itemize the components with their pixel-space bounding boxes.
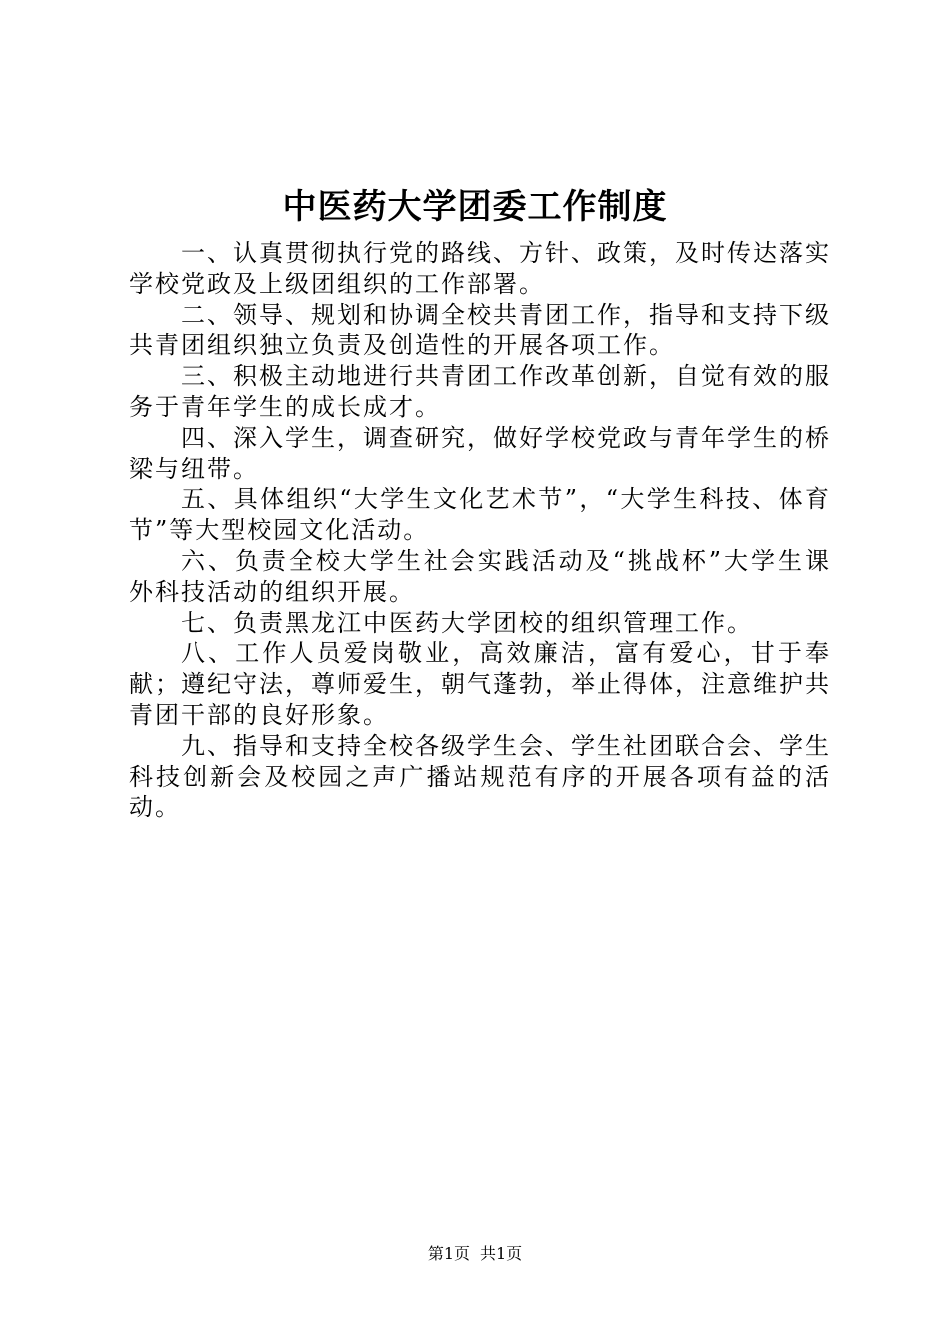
clause-4: 四、深入学生，调查研究，做好学校党政与青年学生的桥梁与纽带。	[129, 423, 831, 483]
document-body	[129, 238, 831, 823]
clause-9: 九、指导和支持全校各级学生会、学生社团联合会、学生科技创新会及校园之声广播站规范有序的开展各项有益的活动。	[129, 731, 831, 822]
clause-2: 二、领导、规划和协调全校共青团工作，指导和支持下级共青团组织独立负责及创造性的开展各项工作。	[129, 300, 831, 360]
clause-8: 八、工作人员爱岗敬业，高效廉洁，富有爱心，甘于奉献；遵纪守法，尊师爱生，朝气蓬勃，举止得体，注意维护共青团干部的良好形象。	[129, 639, 831, 729]
page-footer	[0, 1244, 950, 1264]
clause-1: 一、认真贯彻执行党的路线、方针、政策，及时传达落实学校党政及上级团组织的工作部署。	[129, 239, 831, 298]
page-number-total: 共1页	[480, 1244, 523, 1263]
clause-6: 六、负责全校大学生社会实践活动及“挑战杯”大学生课外科技活动的组织开展。	[129, 546, 831, 606]
clause-3: 三、积极主动地进行共青团工作改革创新，自觉有效的服务于青年学生的成长成才。	[129, 362, 831, 421]
page-number-current: 第1页	[427, 1244, 470, 1263]
clause-5: 五、具体组织“大学生文化艺术节”，“大学生科技、体育节”等大型校园文化活动。	[129, 485, 831, 545]
document-title: 中医药大学团委工作制度	[282, 187, 668, 227]
clause-7: 七、负责黑龙江中医药大学团校的组织管理工作。	[181, 608, 753, 637]
